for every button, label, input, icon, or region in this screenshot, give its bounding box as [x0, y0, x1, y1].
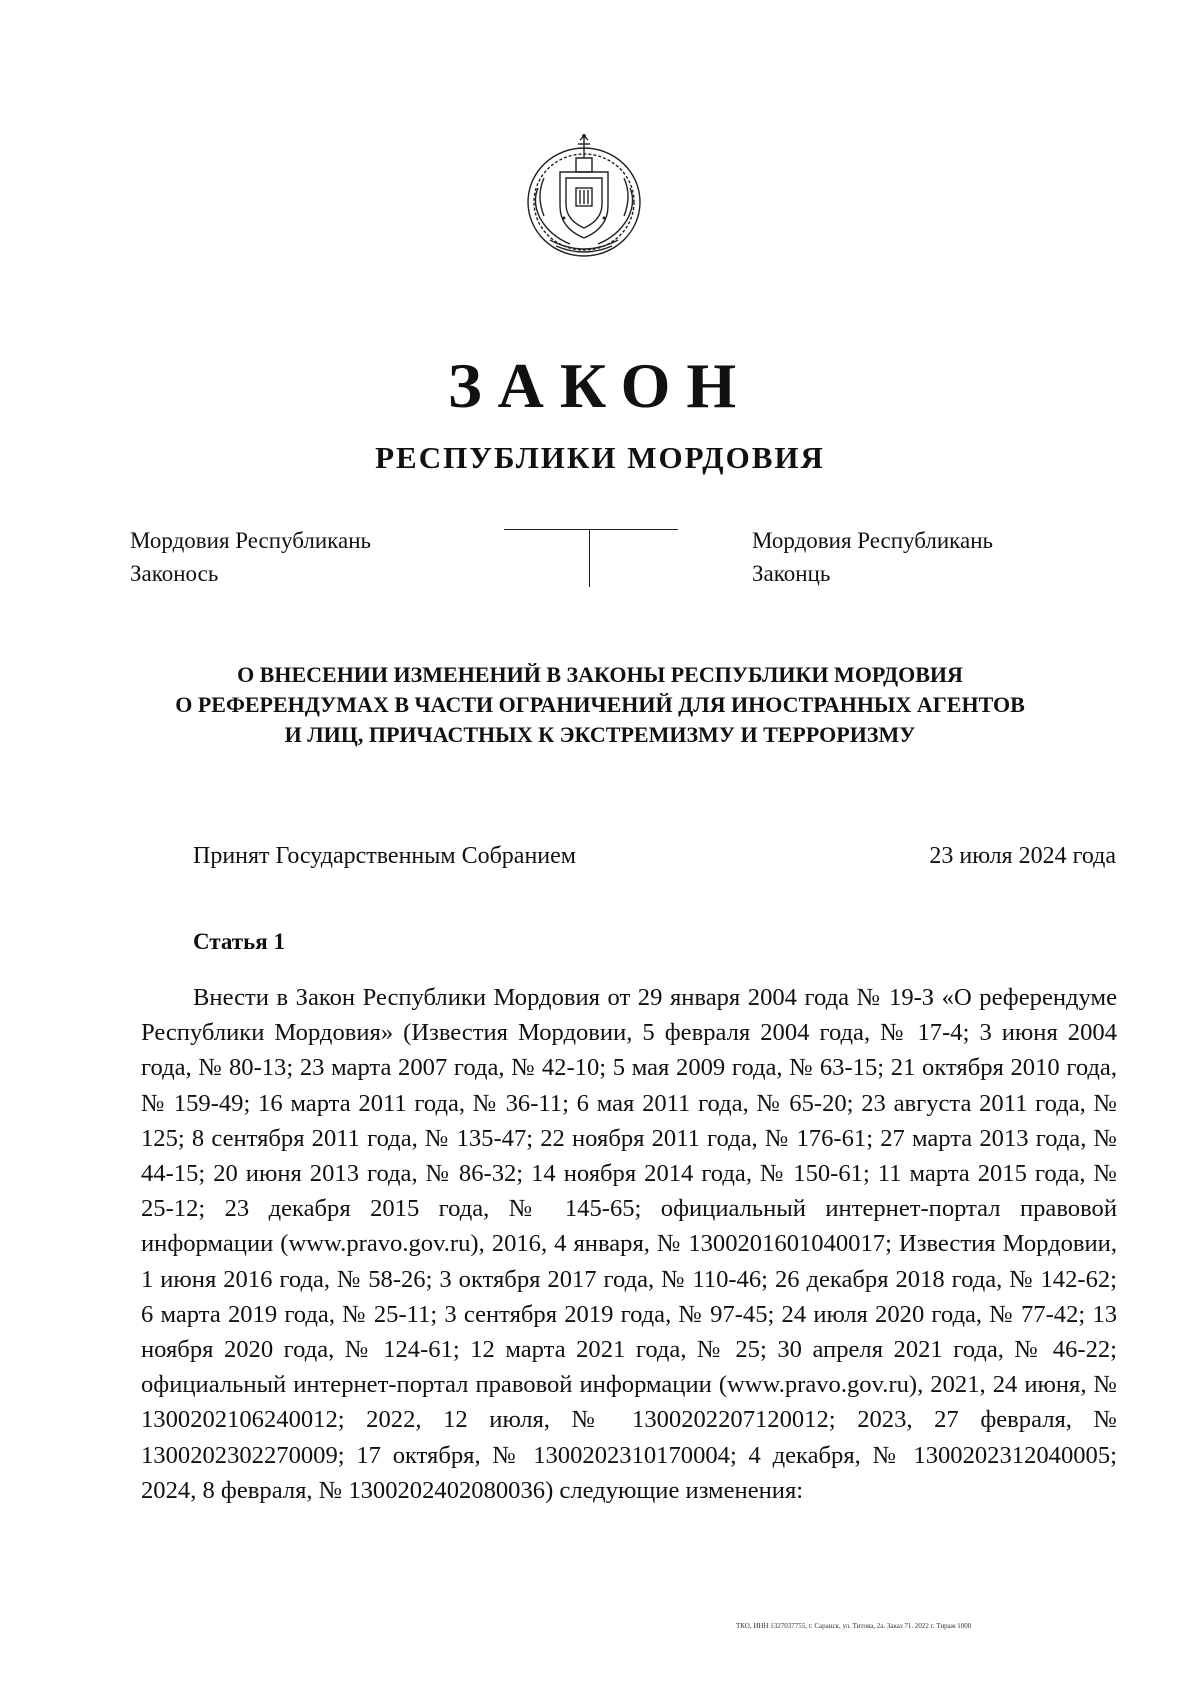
article-body: Внести в Закон Республики Мордовия от 29 января 2004 года № 19-З «О референдуме Республики Мордовия» (Известия Мордовии, 5 февраля 2004 года, № 17-4; 3 июня 2004 года, № 80-13; 23 марта 2007 года, № 42-10; 5 мая 2009 года, № 63-15; 21 октября 2010 года, № 159-49; 16 марта 2011 года, № 36-11; 6 мая 2011 года, № 65-20; 23 августа 2011 года, № 125; 8 сентября 2011 года, № 135-47; 22 ноября 2011 года, № 176-61; 27 марта 2013 года, № 44-15; 20 июня 2013 года, № 86-32; 14 ноября 2014 года, № 150-61; 11 марта 2015 года, № 25-12; 23 декабря 2015 года, № 145-65; официальный интернет-портал правовой информации (www.pravo.gov.ru), 2016, 4 января, № 1300201601040017; Известия Мордовии, 1 июня 2016 года, № 58-26; 3 октября 2017 года, № 110-46; 26 декабря 2018 года, № 142-62; 6 марта 2019 года, № 25-11; 3 сентября 2019 года, № 97-45; 24 июля 2020 года, № 77-42; 13 ноября 2020 года, № 124-61; 12 марта 2021 года, № 25; 30 апреля 2021 года, № 46-22; официальный интернет-портал правовой информации (www.pravo.gov.ru), 2021, 24 июня, № 1300202106240012; 2022, 12 июля, № 1300202207120012; 2023, 27 февраля, № 1300202302270009; 17 октября, № 1300202310170004; 4 декабря, № 1300202312040005; 2024, 8 февраля, № 1300202402080036) следующие изменения: [141, 984, 1117, 1504]
registration-separator-horizontal [504, 529, 678, 530]
erzya-caption [752, 524, 993, 590]
adoption-statement: Принят Государственным Собранием [193, 843, 576, 869]
law-title-line2: О РЕФЕРЕНДУМАХ В ЧАСТИ ОГРАНИЧЕНИЙ ДЛЯ ИНОСТРАННЫХ АГЕНТОВ [175, 692, 1025, 717]
document-title: ЗАКОН [447, 350, 753, 421]
erzya-caption-line1: Мордовия Республикань [752, 528, 994, 553]
law-title-line1: О ВНЕСЕНИИ ИЗМЕНЕНИЙ В ЗАКОНЫ РЕСПУБЛИКИ МОРДОВИЯ [237, 662, 963, 687]
moksha-caption [130, 524, 371, 590]
coat-of-arms-icon [520, 128, 648, 260]
moksha-caption-line2: Законось [130, 561, 219, 586]
document-subtitle: РЕСПУБЛИКИ МОРДОВИЯ [375, 440, 825, 475]
adoption-date: 23 июля 2024 года [929, 843, 1116, 869]
registration-separator-vertical [589, 529, 590, 587]
law-title [0, 660, 1200, 750]
article-heading: Статья 1 [193, 929, 285, 954]
moksha-caption-line1: Мордовия Республикань [130, 528, 372, 553]
erzya-caption-line2: Законць [752, 561, 831, 586]
printing-imprint: ТКО, ИНН 1327037755, г. Саранск, ул. Титова, 2а. Заказ 71. 2022 г. Тираж 1000 [736, 1622, 972, 1630]
law-title-line3: И ЛИЦ, ПРИЧАСТНЫХ К ЭКСТРЕМИЗМУ И ТЕРРОРИЗМУ [284, 722, 916, 747]
